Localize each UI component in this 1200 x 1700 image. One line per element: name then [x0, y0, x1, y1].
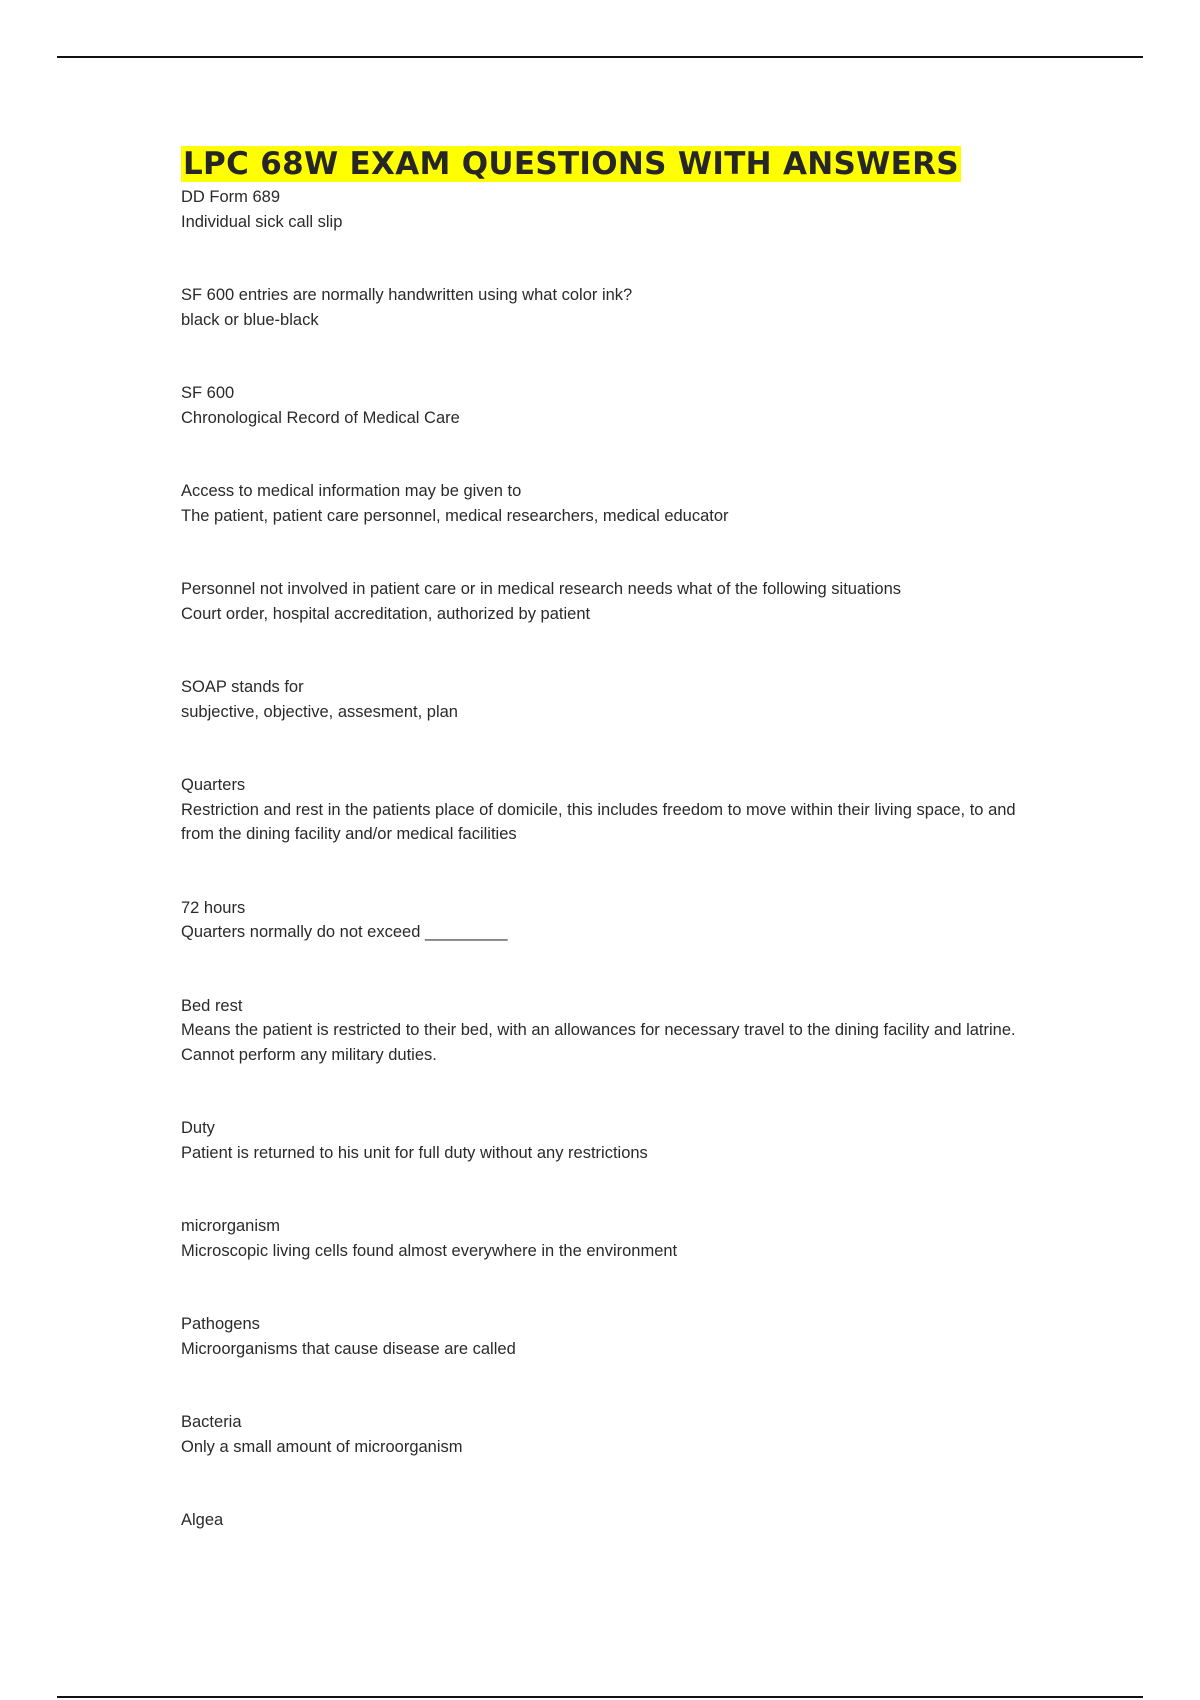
entry-definition: Chronological Record of Medical Care	[181, 408, 460, 427]
entry-definition: Microorganisms that cause disease are called	[181, 1339, 516, 1358]
qa-entry	[181, 381, 1031, 430]
entry-term: Personnel not involved in patient care or in medical research needs what of the following situations	[181, 580, 901, 598]
entry-definition: black or blue-black	[181, 310, 319, 329]
entry-definition: Restriction and rest in the patients place of domicile, this includes freedom to move within their living space, to and from the dining facility and/or medical facilities	[181, 800, 1016, 843]
entry-definition: The patient, patient care personnel, medical researchers, medical educator	[181, 506, 729, 525]
qa-entry	[181, 1116, 1031, 1165]
entry-term: Bacteria	[181, 1413, 242, 1431]
qa-entry	[181, 1214, 1031, 1263]
entry-definition: Only a small amount of microorganism	[181, 1437, 463, 1456]
entry-term: microrganism	[181, 1217, 281, 1235]
entry-definition: Individual sick call slip	[181, 212, 343, 231]
entry-term: SF 600 entries are normally handwritten using what color ink?	[181, 286, 633, 304]
qa-entry	[181, 675, 1031, 724]
entry-term: Access to medical information may be given to	[181, 482, 522, 500]
entry-definition: Microscopic living cells found almost everywhere in the environment	[181, 1241, 678, 1260]
qa-entry	[181, 994, 1031, 1068]
document-title: LPC 68W EXAM QUESTIONS WITH ANSWERS	[183, 146, 959, 182]
qa-entry	[181, 773, 1031, 847]
entry-definition: Means the patient is restricted to their bed, with an allowances for necessary travel to the dining facility and latrine. Cannot perform any military duties.	[181, 1021, 1016, 1064]
qa-entry	[181, 479, 1031, 528]
entry-term: SOAP stands for	[181, 678, 304, 696]
qa-entry	[181, 1508, 1031, 1533]
qa-entry	[181, 1312, 1031, 1361]
entry-term: 72 hours	[181, 898, 246, 917]
entry-definition: Patient is returned to his unit for full duty without any restrictions	[181, 1143, 648, 1162]
qa-entry	[181, 1410, 1031, 1459]
qa-entry	[181, 577, 1031, 626]
entry-term: Pathogens	[181, 1315, 260, 1333]
page-top-rule	[57, 56, 1143, 58]
qa-list	[181, 185, 1031, 1533]
entry-term: Algea	[181, 1511, 224, 1529]
entry-term: Bed rest	[181, 996, 243, 1015]
page-bottom-rule	[57, 1696, 1143, 1698]
qa-entry	[181, 896, 1031, 945]
qa-entry	[181, 185, 1031, 234]
entry-definition: Quarters normally do not exceed _________	[181, 923, 508, 941]
qa-entry	[181, 283, 1031, 332]
document-title-heading	[181, 143, 1031, 185]
entry-term: DD Form 689	[181, 188, 281, 206]
entry-definition: Court order, hospital accreditation, authorized by patient	[181, 604, 591, 623]
entry-term: SF 600	[181, 384, 235, 402]
entry-term: Duty	[181, 1119, 215, 1137]
entry-definition: subjective, objective, assesment, plan	[181, 702, 458, 721]
document-body	[181, 143, 1031, 1582]
entry-term: Quarters	[181, 776, 246, 794]
